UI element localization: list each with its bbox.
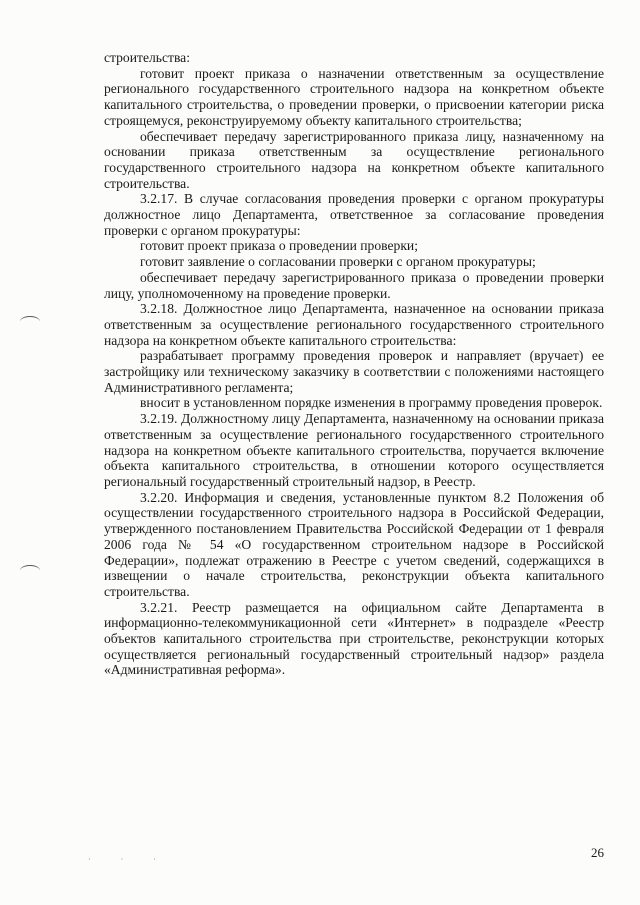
page-number: 26	[591, 845, 604, 860]
punch-hole-mark-top	[20, 316, 40, 327]
paragraph-3-2-18: 3.2.18. Должностное лицо Департамента, назначенное на основании приказа ответственным за осуществление регионального государственного строительного надзора на конкретном объекте капитального строительства:	[104, 301, 604, 348]
paragraph-3-2-20: 3.2.20. Информация и сведения, установленные пунктом 8.2 Положения об осуществлении государственного строительного надзора в Российской Федерации, утвержденного постановлением Правительства Российской Федерации от 1 февраля 2006 года № 54 «О государственном строительном надзоре в Российской Федерации», подлежат отражению в Реестре с учетом сведений, содержащихся в извещении о начале строительства, реконструкции объекта капитального строительства.	[104, 489, 604, 599]
paragraph: вносит в установленном порядке изменения в программу проведения проверок.	[140, 395, 603, 411]
paragraph-3-2-19: 3.2.19. Должностному лицу Департамента, назначенному на основании приказа ответственным за осуществление регионального государственного строительного надзора на конкретном объекте капитального строительства, поручается включение объекта капитального строительства, в отношении которого осуществляется региональный государственный строительный надзор, в Реестр.	[104, 411, 604, 489]
paragraph-3-2-21: 3.2.21. Реестр размещается на официальном сайте Департамента в информационно-телекоммуникационной сети «Интернет» в подразделе «Реестр объектов капитального строительства при строительстве, реконструкции которых осуществляется региональный государственный строительный надзор» раздела «Административная реформа».	[104, 599, 604, 678]
paragraph: обеспечивает передачу зарегистрированного приказа о проведении проверки лицу, уполномоченному на проведение проверки.	[104, 269, 604, 301]
paragraph: готовит проект приказа о назначении ответственным за осуществление регионального государственного строительного надзора на конкретном объекте капитального строительства, о проведении проверки, о присвоении категории риска строящемуся, реконструируемому объекту капитального строительства;	[104, 65, 604, 128]
paragraph-3-2-17: 3.2.17. В случае согласования проведения проверки с органом прокуратуры должностное лицо Департамента, ответственное за согласование проведения проверки с органом прокуратуры:	[104, 191, 604, 238]
paragraph: обеспечивает передачу зарегистрированного приказа лицу, назначенному на основании приказа ответственным за осуществление регионального государственного строительного надзора на конкретном объекте капитального строительства.	[104, 128, 604, 191]
paragraph-continuation: строительства:	[104, 50, 190, 65]
document-body	[104, 50, 604, 678]
paragraph: разрабатывает программу проведения проверок и направляет (вручает) ее застройщику или техническому заказчику в соответствии с положениями настоящего Административного регламента;	[104, 348, 604, 395]
scan-specks: · · ·	[88, 855, 170, 864]
paragraph: готовит проект приказа о проведении проверки;	[140, 238, 418, 254]
punch-hole-mark-bottom	[20, 565, 40, 576]
paragraph: готовит заявление о согласовании проверки с органом прокуратуры;	[140, 254, 536, 270]
